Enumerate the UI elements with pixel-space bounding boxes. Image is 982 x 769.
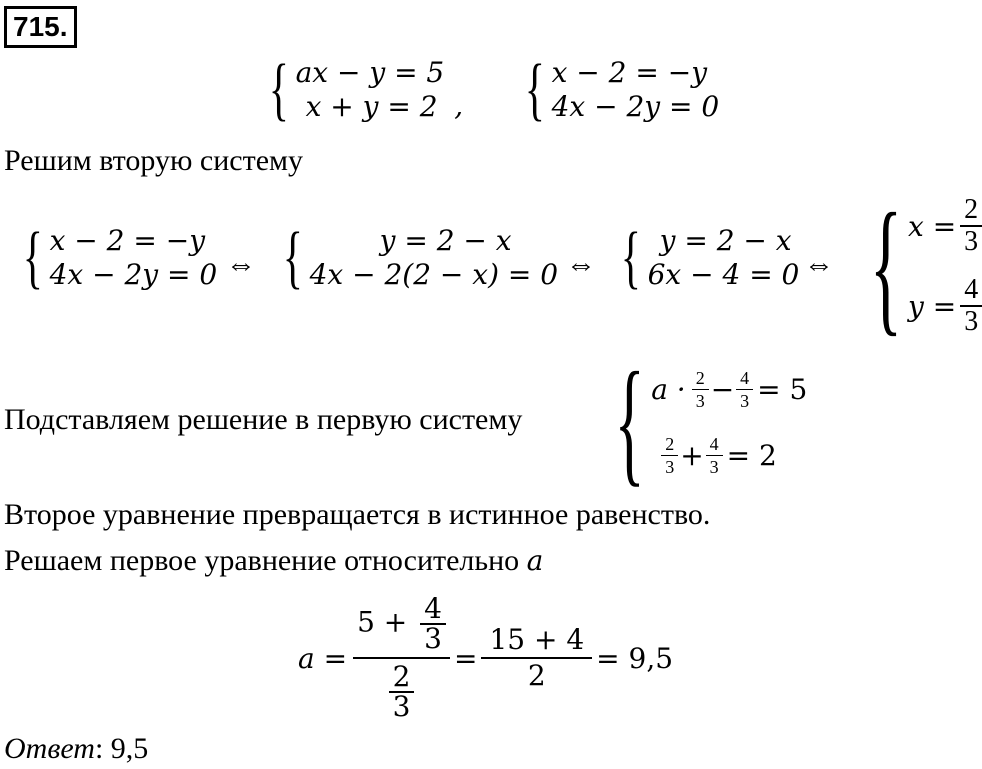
sub-f4-den: 3 — [709, 456, 719, 477]
chain-system-4: { x = $\frac{2}{3}$ y = $\frac{4}{3}$ — [850, 186, 982, 346]
sub-eq2-rhs: = 2 — [726, 438, 777, 472]
chain-system-3: { y = 2 − x 6x − 4 = 0 — [620, 219, 800, 296]
solution-x-den: 3 — [964, 226, 979, 257]
answer-line — [4, 732, 148, 766]
final-mid-den: 2 — [527, 659, 546, 692]
text-solve-first-words: Решаем первое уравнение относительно — [4, 544, 520, 577]
sub-eq1-a: a · — [651, 372, 686, 406]
sub-f2-num: 4 — [736, 367, 753, 390]
text-true-equality: Второе уравнение превращается в истинное равенство. — [4, 498, 711, 531]
final-equation — [298, 588, 673, 728]
sub-minus: − — [710, 372, 735, 406]
final-big-denominator — [353, 659, 450, 721]
chain-s1-eq2: 4x − 2y = 0 — [49, 258, 218, 291]
equiv-arrow-3: ⇔ — [804, 248, 834, 281]
sub-f3-num: 2 — [661, 433, 678, 456]
solution-x-lhs: x = — [908, 209, 957, 243]
problem-number: 715. — [4, 6, 77, 48]
final-big-num-fd: 3 — [424, 622, 442, 655]
sub-f1-num: 2 — [692, 367, 709, 390]
given-sys2-eq1: x − 2 = −y — [551, 56, 708, 89]
given-separator: , — [454, 88, 464, 122]
final-mid-num: 15 + 4 — [481, 623, 592, 659]
final-big-numerator — [353, 592, 450, 659]
chain-s3-eq1: y = 2 − x — [659, 224, 792, 257]
given-system-2: { x − 2 = −y 4x − 2y = 0 — [524, 51, 720, 128]
solution-y-num: 4 — [960, 275, 982, 307]
sub-f1-den: 3 — [695, 390, 705, 411]
given-sys1-eq2: x + y = 2 — [305, 90, 438, 123]
text-substitute: Подставляем решение в первую систему — [4, 403, 523, 436]
chain-s1-eq1: x − 2 = −y — [49, 224, 206, 257]
final-eq: = — [453, 641, 478, 675]
given-sys1-eq1: ax − y = 5 — [295, 56, 445, 89]
sub-f3-den: 3 — [665, 456, 675, 477]
given-system-1: { ax − y = 5 x + y = 2 , — [268, 51, 464, 128]
chain-s2-eq1: y = 2 − x — [379, 224, 512, 257]
solution-y-den: 3 — [964, 306, 979, 337]
final-lhs: a = — [298, 641, 348, 675]
sub-f4-num: 4 — [706, 433, 723, 456]
answer-label: Ответ — [4, 732, 95, 765]
sub-plus: + — [680, 438, 704, 472]
text-solve-first-var: a — [526, 544, 544, 577]
final-big-num-fn: 4 — [420, 595, 446, 625]
answer-value: : 9,5 — [94, 732, 149, 765]
final-big-num-a: 5 + — [357, 605, 408, 639]
sub-eq1-rhs: = 5 — [757, 372, 808, 406]
text-solve-first — [4, 544, 543, 578]
final-big-den-fd: 3 — [392, 690, 411, 723]
substitution-system: { a · $\frac{2}{3}$ − $\frac{4}{3}$ = 5 $\frac{2}{3}$ + $\frac{4}{3}$ = 2 — [614, 344, 808, 499]
chain-s3-eq2: 6x − 4 = 0 — [647, 258, 800, 291]
equiv-arrow-2: ⇔ — [566, 248, 596, 281]
sub-f2-den: 3 — [740, 390, 750, 411]
chain-system-1: { x − 2 = −y 4x − 2y = 0 — [22, 219, 218, 296]
final-result: = 9,5 — [596, 641, 674, 675]
chain-s2-eq2: 4x − 2(2 − x) = 0 — [309, 258, 559, 291]
chain-system-2: { y = 2 − x 4x − 2(2 − x) = 0 — [282, 219, 559, 296]
text-solve-second: Решим вторую систему — [4, 144, 303, 177]
final-big-den-fn: 2 — [389, 663, 415, 693]
solution-x-num: 2 — [960, 195, 982, 227]
solution-y-lhs: y = — [908, 289, 957, 323]
given-sys2-eq2: 4x − 2y = 0 — [551, 90, 720, 123]
equiv-arrow-1: ⇔ — [226, 248, 256, 281]
